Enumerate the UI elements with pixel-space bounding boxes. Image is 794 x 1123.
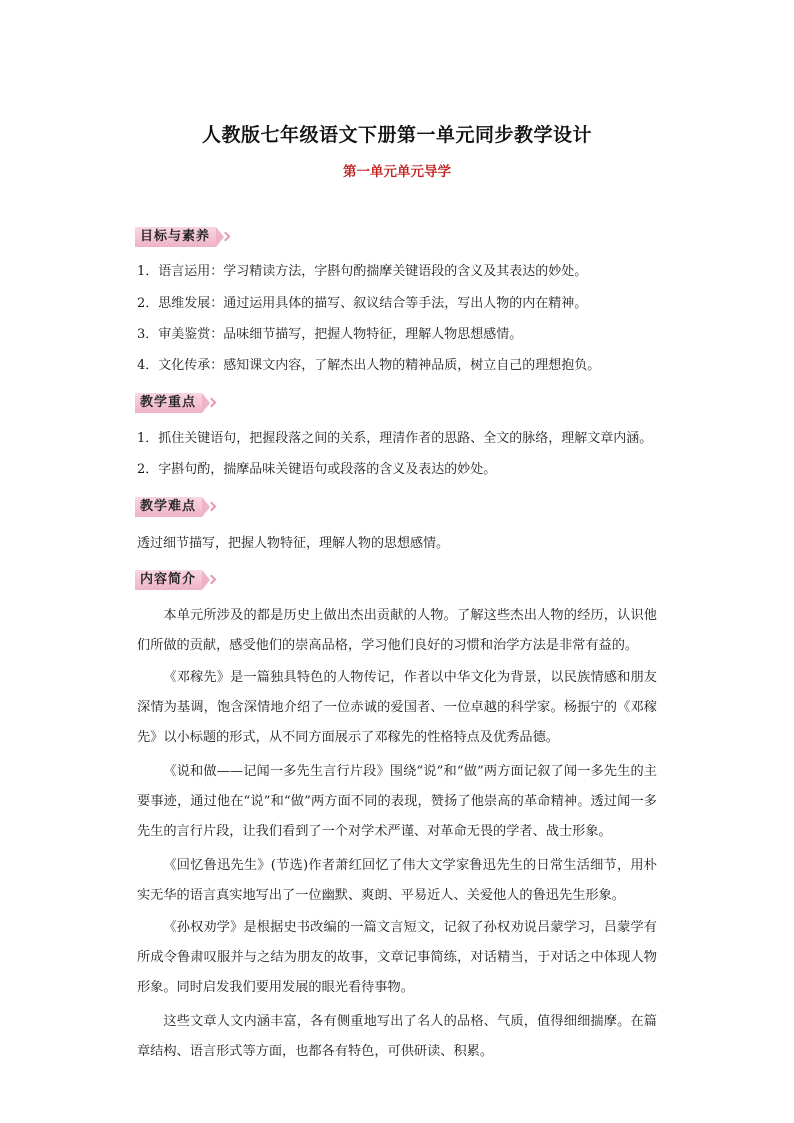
summary-paragraph: 《说和做——记闻一多先生言行片段》围绕“说”和“做”两方面记叙了闻一多先生的主要事迹，通过他在“说”和“做”两方面不同的表现，赞扬了他崇高的革命精神。透过闻一多先生的言行片段，让我们看到了一个对学术严谨、对革命无畏的学者、战士形象。 xyxy=(137,764,657,839)
goal-item: 4．文化传承：感知课文内容，了解杰出人物的精神品质，树立自己的理想抱负。 xyxy=(137,358,601,373)
section-heading-summary: 内容简介 xyxy=(135,570,202,590)
section-heading-difficulties: 教学难点 xyxy=(135,497,202,517)
chevron-right-icon xyxy=(202,393,216,413)
summary-paragraph: 本单元所涉及的都是历史上做出杰出贡献的人物。了解这些杰出人物的经历，认识他们所做的贡献，感受他们的崇高品格，学习他们良好的习惯和治学方法是非常有益的。 xyxy=(137,608,657,653)
chevron-right-icon xyxy=(202,570,216,590)
section-heading-key-points: 教学重点 xyxy=(135,393,202,413)
document-title: 人教版七年级语文下册第一单元同步教学设计 xyxy=(201,124,592,146)
section-heading-goals: 目标与素养 xyxy=(135,227,216,247)
difficulty-text: 透过细节描写，把握人物特征，理解人物的思想感情。 xyxy=(137,536,450,551)
key-point-item: 2．字斟句酌，揣摩品味关键语句或段落的含义及表达的妙处。 xyxy=(137,462,497,477)
summary-paragraph: 《邓稼先》是一篇独具特色的人物传记，作者以中华文化为背景，以民族情感和朋友深情为基调，饱含深情地介绍了一位赤诚的爱国者、一位卓越的科学家。杨振宁的《邓稼先》以小标题的形式，从不同方面展示了邓稼先的性格特点及优秀品德。 xyxy=(137,670,657,745)
document-subtitle: 第一单元单元导学 xyxy=(343,164,451,180)
chevron-right-icon xyxy=(216,227,230,247)
section-tag-difficulties xyxy=(135,497,216,517)
section-tag-goals xyxy=(135,227,230,247)
section-tag-summary xyxy=(135,570,216,590)
key-point-item: 1．抓住关键语句，把握段落之间的关系，理清作者的思路、全文的脉络，理解文章内涵。 xyxy=(137,431,653,446)
goal-item: 3．审美鉴赏：品味细节描写，把握人物特征，理解人物思想感情。 xyxy=(137,327,523,342)
summary-paragraph: 这些文章人文内涵丰富，各有侧重地写出了名人的品格、气质，值得细细揣摩。在篇章结构、语言形式等方面，也都各有特色，可供研读、积累。 xyxy=(137,1014,657,1059)
section-tag-key-points xyxy=(135,393,216,413)
summary-paragraph: 《孙权劝学》是根据史书改编的一篇文言短文，记叙了孙权劝说吕蒙学习，吕蒙学有所成令鲁肃叹服并与之结为朋友的故事，文章记事简练，对话精当，于对话之中体现人物形象。同时启发我们要用发展的眼光看待事物。 xyxy=(137,920,657,995)
goal-item: 1．语言运用：学习精读方法，字斟句酌揣摩关键语段的含义及其表达的妙处。 xyxy=(137,264,588,279)
summary-paragraph: 《回忆鲁迅先生》(节选)作者萧红回忆了伟大文学家鲁迅先生的日常生活细节，用朴实无华的语言真实地写出了一位幽默、爽朗、平易近人、关爱他人的鲁迅先生形象。 xyxy=(137,858,657,903)
chevron-right-icon xyxy=(202,497,216,517)
goal-item: 2．思维发展：通过运用具体的描写、叙议结合等手法，写出人物的内在精神。 xyxy=(137,296,588,311)
